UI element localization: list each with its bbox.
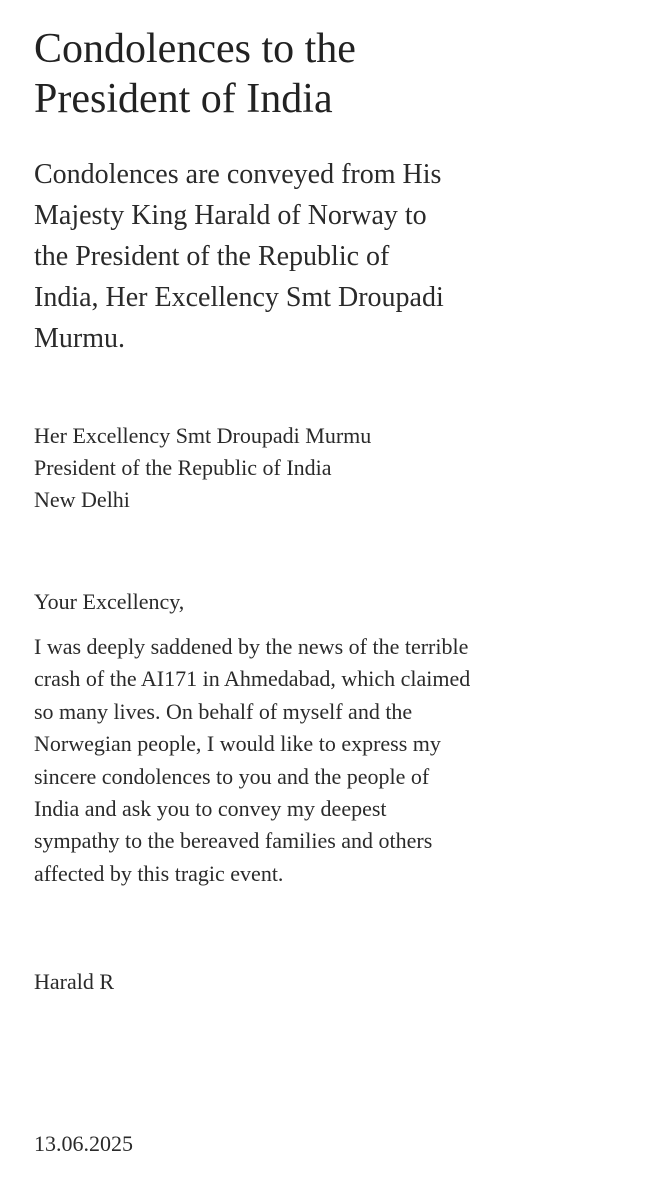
page-title — [34, 24, 634, 124]
lead-line: Condolences are conveyed from His — [34, 159, 442, 190]
lead-line: the President of the Republic of — [34, 241, 390, 272]
lead-line: India, Her Excellency Smt Droupadi — [34, 282, 444, 313]
letter-body — [34, 631, 634, 890]
body-line: I was deeply saddened by the news of the terrible — [34, 634, 469, 659]
signature: Harald R — [34, 969, 115, 994]
addressee-name: Her Excellency Smt Droupadi Murmu — [34, 423, 372, 448]
addressee-block — [34, 420, 614, 516]
lead-paragraph — [34, 154, 594, 359]
salutation: Your Excellency, — [34, 589, 185, 614]
title-line: President of India — [34, 76, 333, 122]
body-line: Norwegian people, I would like to express my — [34, 731, 441, 757]
body-line: crash of the AI171 in Ahmedabad, which claimed — [34, 666, 471, 692]
letter-date: 13.06.2025 — [34, 1131, 133, 1156]
body-line: affected by this tragic event. — [34, 860, 284, 886]
addressee-city: New Delhi — [34, 487, 130, 512]
lead-line: Murmu. — [34, 323, 125, 354]
body-line: so many lives. On behalf of myself and the — [34, 698, 413, 724]
addressee-title: President of the Republic of India — [34, 455, 332, 480]
body-line: sympathy to the bereaved families and others — [34, 828, 433, 854]
lead-line: Majesty King Harald of Norway to — [34, 200, 427, 231]
body-line: sincere condolences to you and the people of — [34, 763, 430, 789]
title-line: Condolences to the — [34, 26, 356, 72]
body-line: India and ask you to convey my deepest — [34, 796, 387, 822]
